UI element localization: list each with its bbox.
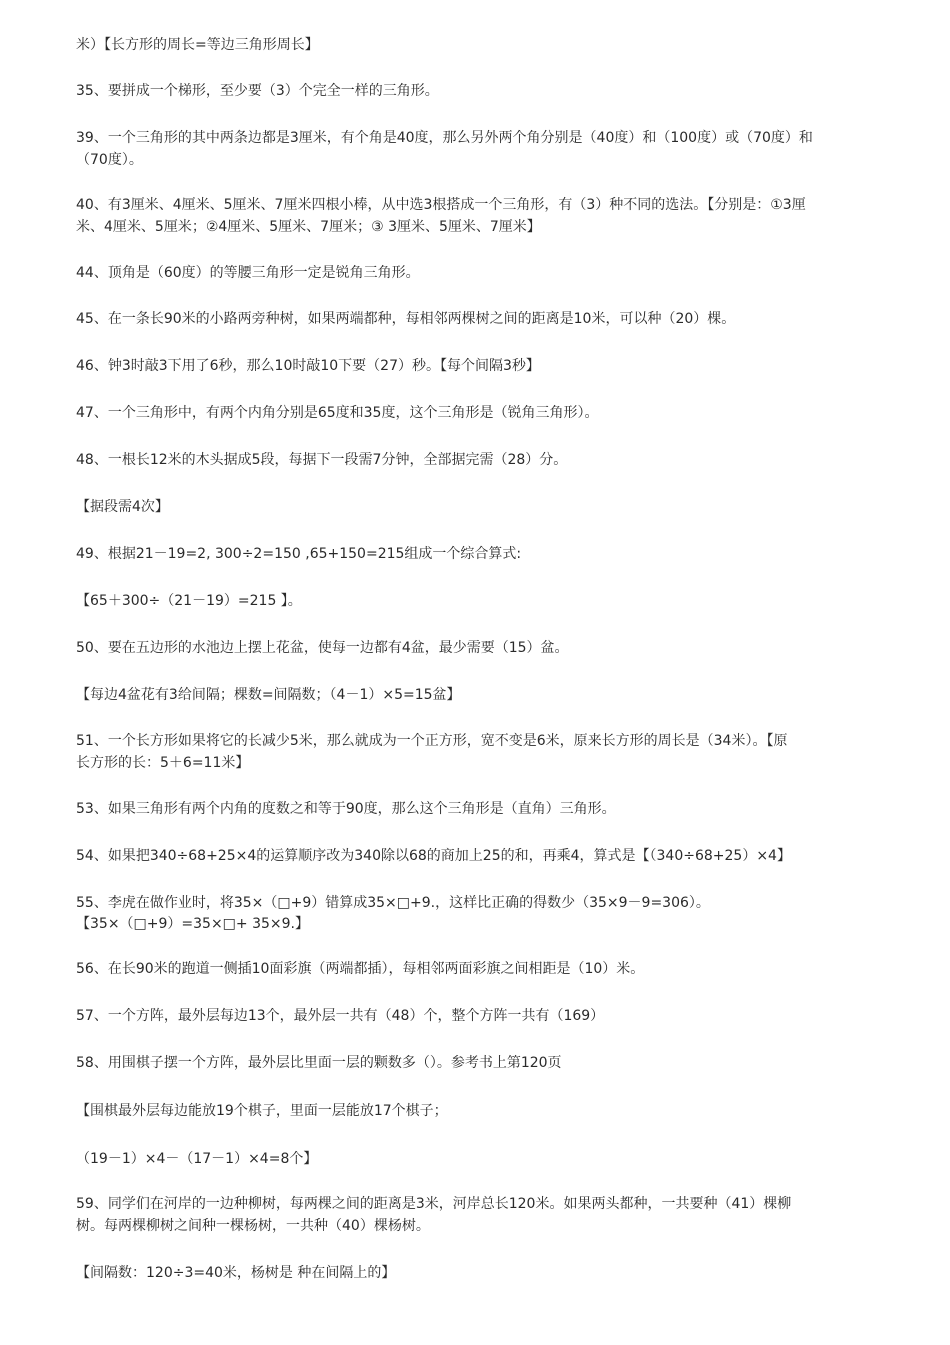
text-line: 49、根据21－19=2, 300÷2=150 ,65+150=215组成一个综合算式: [76,546,522,562]
text-line: 长方形的长：5＋6=11米】 [76,755,250,771]
text-line: 【据段需4次】 [76,499,169,515]
text-line: 59、同学们在河岸的一边种柳树，每两棵之间的距离是3米，河岸总长120米。如果两头都种，一共要种（41）棵柳 [76,1196,792,1212]
text-line: 【35×（□+9）=35×□+ 35×9.】 [76,916,309,932]
text-line: （70度）。 [76,152,143,168]
text-line: （19－1）×4－（17－1）×4=8个】 [76,1151,318,1167]
text-line: 56、在长90米的跑道一侧插10面彩旗（两端都插），每相邻两面彩旗之间相距是（10）米。 [76,961,645,977]
text-line: 45、在一条长90米的小路两旁种树，如果两端都种，每相邻两棵树之间的距离是10米，可以种（20）棵。 [76,311,736,327]
text-line: 【每边4盆花有3给间隔；棵数=间隔数；（4－1）×5=15盆】 [76,687,461,703]
text-line: 35、要拼成一个梯形，至少要（3）个完全一样的三角形。 [76,83,439,99]
text-line: 米）【长方形的周长=等边三角形周长】 [76,37,319,53]
text-line: 46、钟3时敲3下用了6秒，那么10时敲10下要（27）秒。【每个间隔3秒】 [76,358,540,374]
text-line: 【围棋最外层每边能放19个棋子，里面一层能放17个棋子； [76,1103,448,1119]
text-line: 58、用围棋子摆一个方阵，最外层比里面一层的颗数多（）。参考书上第120页 [76,1055,562,1071]
text-line: 40、有3厘米、4厘米、5厘米、7厘米四根小棒，从中选3根搭成一个三角形，有（3）种不同的选法。【分别是：①3厘 [76,197,806,213]
text-line: 【间隔数：120÷3=40米，杨树是 种在间隔上的】 [76,1265,396,1281]
text-line: 米、4厘米、5厘米；②4厘米、5厘米、7厘米；③ 3厘米、5厘米、7厘米】 [76,219,541,235]
text-line: 53、如果三角形有两个内角的度数之和等于90度，那么这个三角形是（直角）三角形。 [76,801,616,817]
text-line: 48、一根长12米的木头据成5段，每据下一段需7分钟，全部据完需（28）分。 [76,452,568,468]
text-line: 44、顶角是（60度）的等腰三角形一定是锐角三角形。 [76,265,420,281]
text-line: 57、一个方阵，最外层每边13个，最外层一共有（48）个，整个方阵一共有（169） [76,1008,605,1024]
text-line: 【65＋300÷（21－19）=215 】。 [76,593,302,609]
text-line: 50、要在五边形的水池边上摆上花盆，使每一边都有4盆，最少需要（15）盆。 [76,640,569,656]
text-line: 51、一个长方形如果将它的长减少5米，那么就成为一个正方形，宽不变是6米，原来长方形的周长是（34米）。【原 [76,733,788,749]
text-line: 55、李虎在做作业时，将35×（□+9）错算成35×□+9.，这样比正确的得数少（35×9－9=306）。 [76,895,710,911]
text-line: 54、如果把340÷68+25×4的运算顺序改为340除以68的商加上25的和，再乘4，算式是【（340÷68+25）×4】 [76,848,791,864]
text-line: 47、一个三角形中，有两个内角分别是65度和35度，这个三角形是（锐角三角形）。 [76,405,599,421]
text-line: 树。每两棵柳树之间种一棵杨树，一共种（40）棵杨树。 [76,1218,430,1234]
text-line: 39、一个三角形的其中两条边都是3厘米，有个角是40度，那么另外两个角分别是（40度）和（100度）或（70度）和 [76,130,813,146]
